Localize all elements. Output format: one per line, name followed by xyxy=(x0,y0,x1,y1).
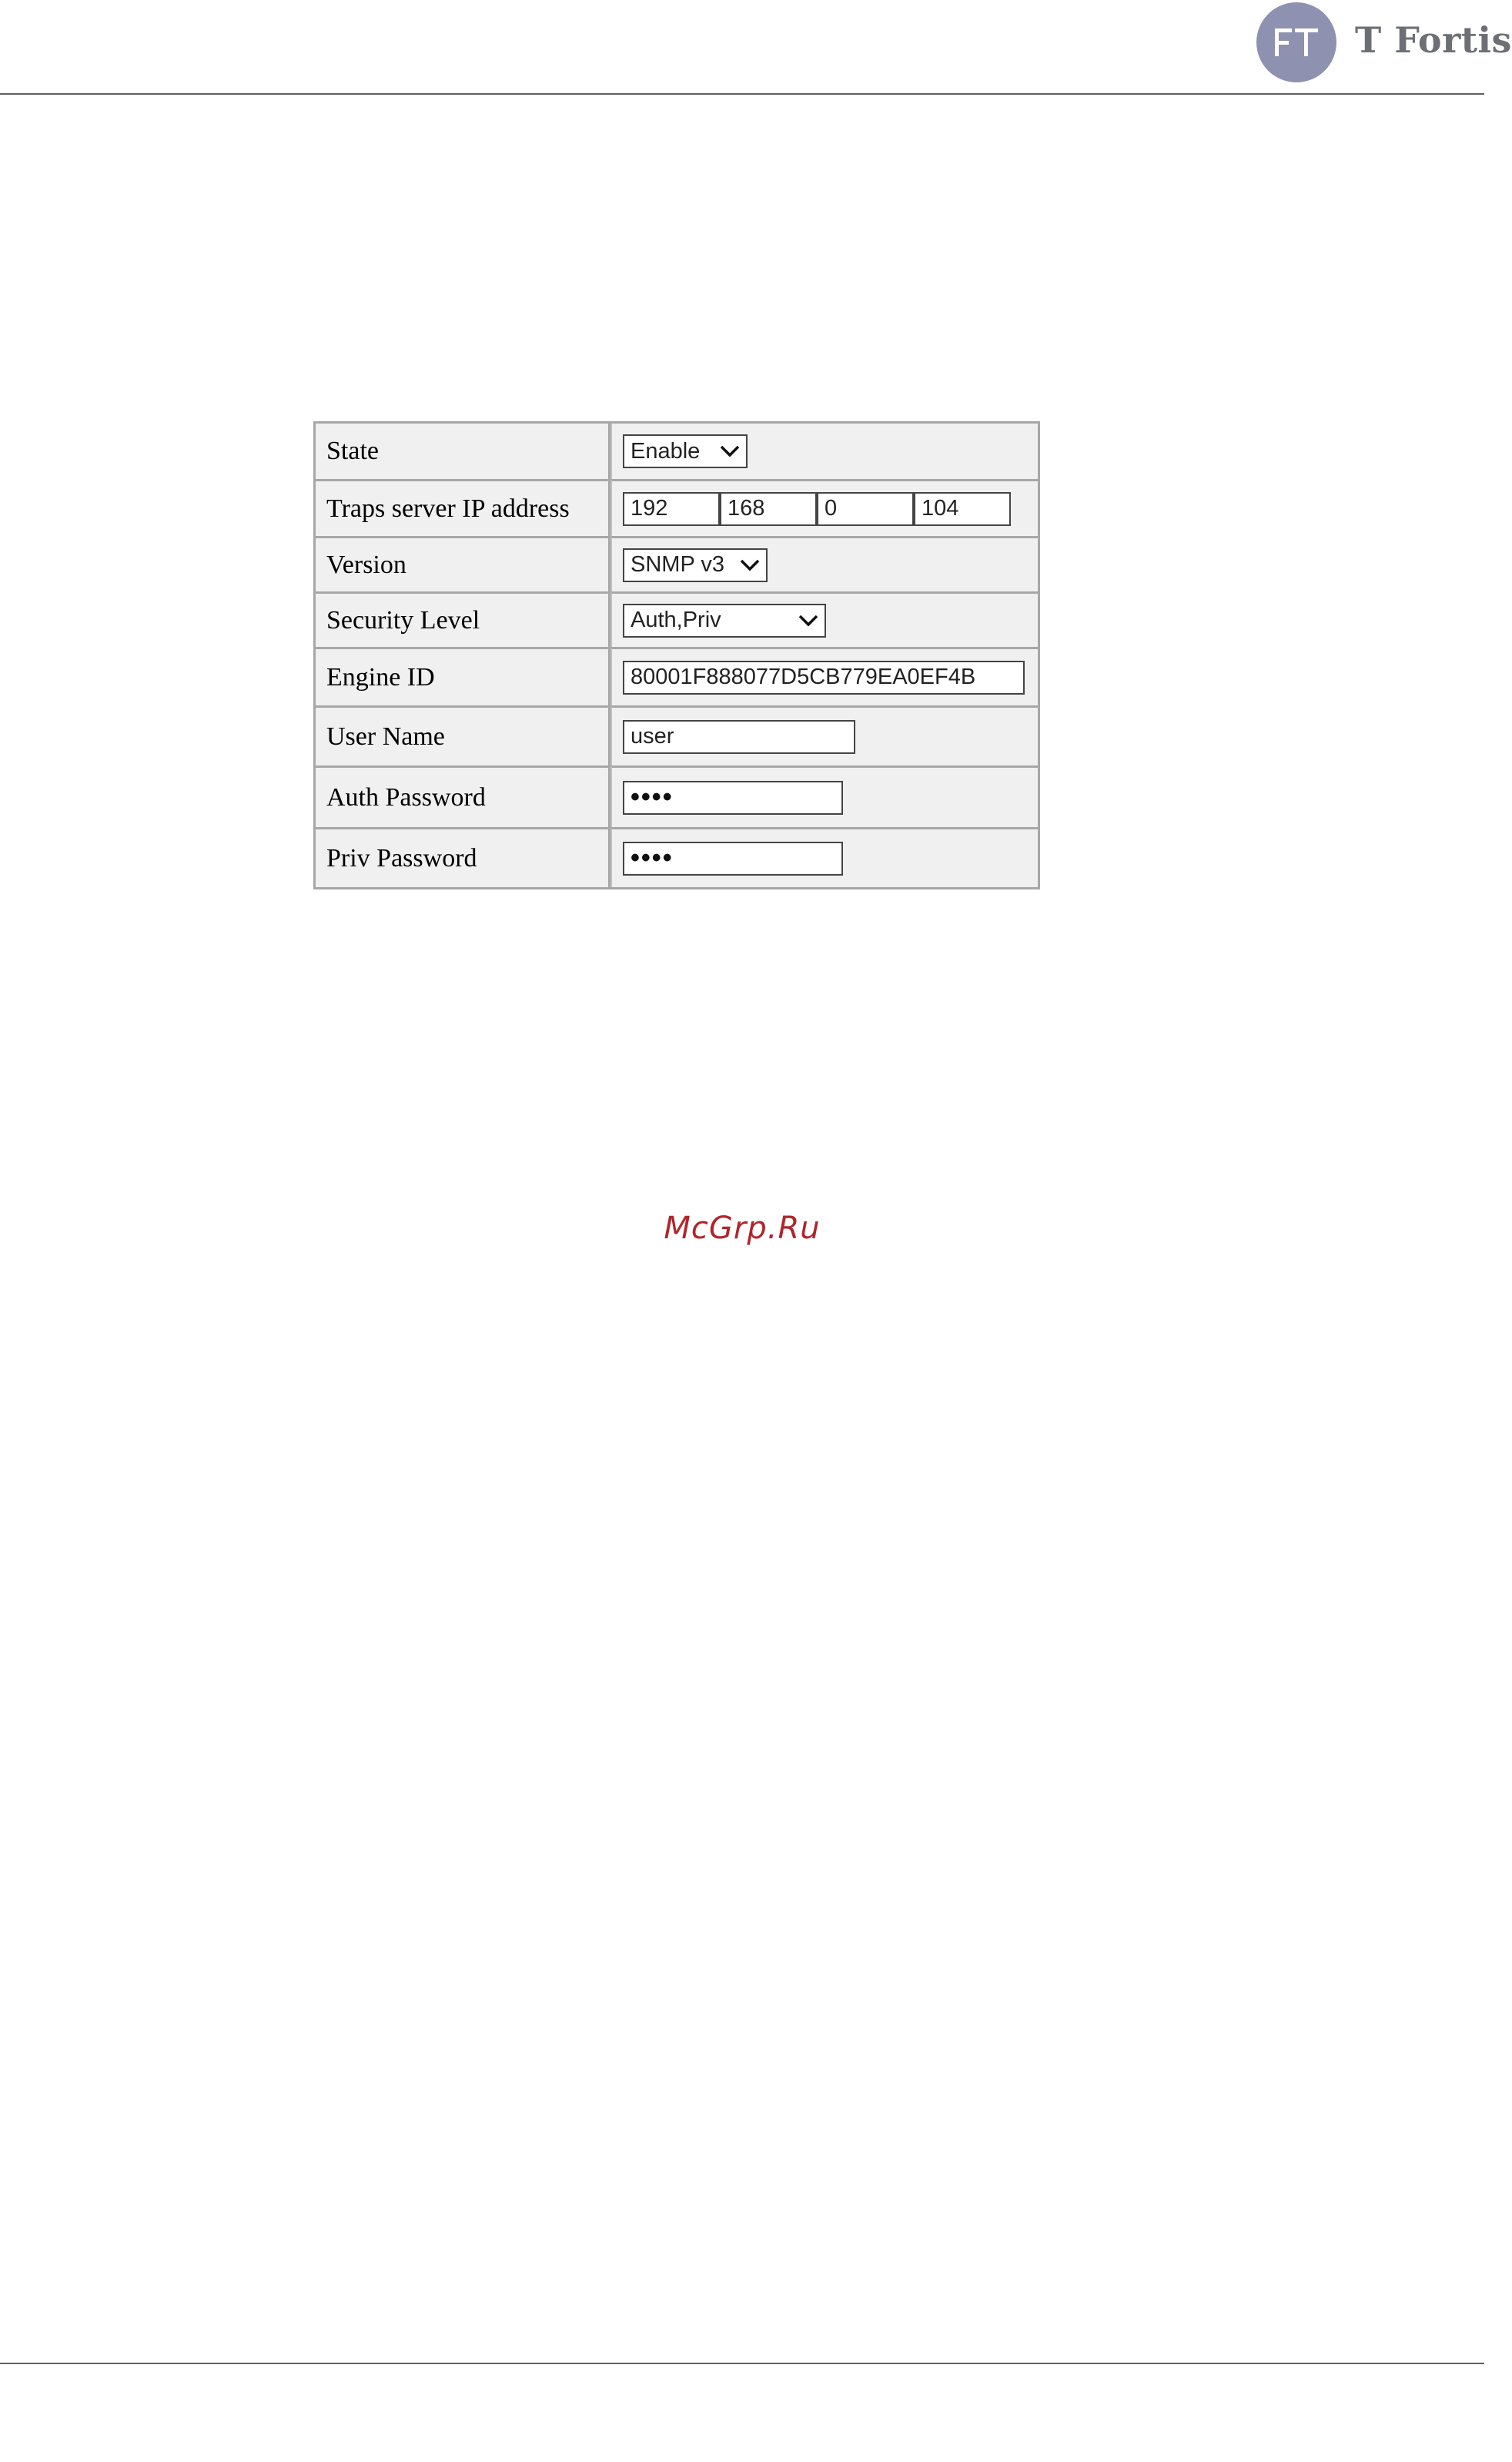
watermark: McGrp.Ru xyxy=(664,1211,821,1246)
value-cell-traps-ip xyxy=(610,479,1038,536)
ip-octet-4-input[interactable]: 104 xyxy=(914,492,1011,526)
label-version: Version xyxy=(316,536,610,591)
ip-octet-3-input[interactable]: 0 xyxy=(817,492,914,526)
header-rule xyxy=(0,93,1484,95)
security-level-select[interactable] xyxy=(623,604,826,638)
state-select[interactable] xyxy=(623,434,748,468)
row-security-level xyxy=(316,591,1038,647)
state-select-value: Enable xyxy=(631,438,701,464)
row-priv-password xyxy=(316,827,1038,887)
ip-address-field xyxy=(623,492,1011,526)
ft-logo-icon xyxy=(1272,24,1321,61)
value-cell-user-name xyxy=(610,705,1038,765)
version-select[interactable] xyxy=(623,548,768,582)
label-traps-ip: Traps server IP address xyxy=(316,479,610,536)
chevron-down-icon xyxy=(740,558,760,572)
label-security-level: Security Level xyxy=(316,591,610,647)
label-state: State xyxy=(316,424,610,479)
row-traps-ip xyxy=(316,479,1038,536)
value-cell-auth-password xyxy=(610,765,1038,827)
row-auth-password xyxy=(316,765,1038,827)
value-cell-state xyxy=(610,424,1038,479)
row-user-name xyxy=(316,705,1038,765)
row-version xyxy=(316,536,1038,591)
security-level-select-value: Auth,Priv xyxy=(631,608,721,632)
value-cell-engine-id xyxy=(610,647,1038,705)
user-name-input[interactable]: user xyxy=(623,720,855,754)
auth-password-input[interactable]: •••• xyxy=(623,781,843,815)
row-state xyxy=(316,424,1038,479)
logo-circle xyxy=(1256,2,1336,82)
chevron-down-icon xyxy=(798,614,818,628)
priv-password-input[interactable]: •••• xyxy=(623,842,843,876)
row-engine-id xyxy=(316,647,1038,705)
snmp-trap-settings-table xyxy=(313,421,1040,889)
value-cell-priv-password xyxy=(610,827,1038,887)
brand-text: T Fortis xyxy=(1355,19,1512,61)
ip-octet-1-input[interactable]: 192 xyxy=(623,492,720,526)
ip-octet-2-input[interactable]: 168 xyxy=(720,492,817,526)
label-engine-id: Engine ID xyxy=(316,647,610,705)
chevron-down-icon xyxy=(720,444,740,458)
version-select-value: SNMP v3 xyxy=(631,552,724,577)
label-user-name: User Name xyxy=(316,705,610,765)
value-cell-version xyxy=(610,536,1038,591)
engine-id-input[interactable]: 80001F888077D5CB779EA0EF4B xyxy=(623,661,1025,695)
footer-rule xyxy=(0,2363,1484,2364)
value-cell-security-level xyxy=(610,591,1038,647)
label-priv-password: Priv Password xyxy=(316,827,610,887)
label-auth-password: Auth Password xyxy=(316,765,610,827)
brand-logo xyxy=(1256,2,1512,82)
